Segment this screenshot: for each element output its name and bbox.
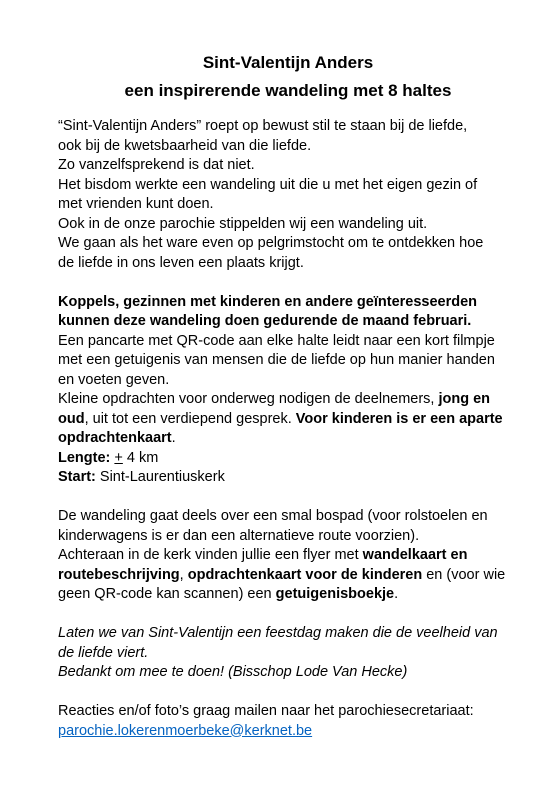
route-line [58,566,508,586]
tasks-emphasis: opdrachtenkaart [58,430,172,446]
route-text: Achteraan in de kerk vinden jullie een flyer met [58,547,363,563]
qr-line: en voeten geven. [58,371,170,388]
tasks-line [58,390,508,410]
intro-line: ook bij de kwetsbaarheid van die liefde. [58,137,312,154]
paragraph-spacer [58,273,508,293]
qr-line: Een pancarte met QR-code aan elke halte leidt naar een kort filmpje [58,332,495,349]
contact-line [58,722,508,742]
tasks-text: , uit tot een verdiepend gesprek. [84,410,296,427]
paragraph-spacer [58,488,508,508]
route-text: , [179,566,188,583]
tasks-line [58,429,508,449]
intro-line: Het bisdom werkte een wandeling uit die u met het eigen gezin of [58,176,478,193]
start-line [58,468,508,488]
start-label: Start: [58,469,96,485]
audience-line: kunnen deze wandeling doen gedurende de maand februari. [58,313,472,329]
route-emphasis: routebeschrijving [58,566,180,583]
intro-line: Zo vanzelfsprekend is dat niet. [58,157,255,173]
route-line [58,585,508,605]
document-body [58,117,508,741]
intro-line: Ook in de onze parochie stippelden wij een wandeling uit. [58,215,428,232]
tasks-emphasis: oud [58,410,85,427]
route-section [58,507,508,605]
route-emphasis: opdrachtenkaart voor de kinderen [187,566,423,583]
paragraph-spacer [58,683,508,703]
contact-text: Reacties en/of foto’s graag mailen naar het parochiesecretariaat: [58,703,474,719]
route-emphasis: wandelkaart en [362,547,468,563]
intro-line: We gaan als het ware even op pelgrimstocht om te ontdekken hoe [58,235,484,251]
intro-line: “Sint-Valentijn Anders” roept op bewust stil te staan bij de liefde, [58,118,468,134]
intro-section [58,117,508,273]
intro-line: de liefde in ons leven een plaats krijgt. [58,254,304,271]
route-line [58,546,508,566]
closing-section [58,624,508,683]
paragraph-spacer [58,605,508,625]
closing-line: Bedankt om mee te doen! (Bisschop Lode Van Hecke) [58,664,408,680]
tasks-emphasis: Voor kinderen is er een aparte [295,410,503,427]
audience-line: Koppels, gezinnen met kinderen en andere geïnteresseerden [58,293,478,310]
email-link[interactable]: parochie.lokerenmoerbeke@kerknet.be [58,722,313,739]
route-text: geen QR-code kan scannen) een [58,586,276,602]
route-text: . [394,586,399,602]
document-subtitle: een inspirerende wandeling met 8 haltes [124,81,452,100]
tasks-emphasis: jong en [438,391,491,407]
approx-sign: + [114,449,123,466]
tasks-text: Kleine opdrachten voor onderweg nodigen de deelnemers, [58,391,439,407]
length-line [58,449,508,469]
route-text: en (voor wie [422,566,506,583]
closing-line: Laten we van Sint-Valentijn een feestdag maken die de veelheid van [58,625,498,641]
length-value: 4 km [122,449,159,466]
qr-line: met een getuigenis van mensen die de liefde op hun manier handen [58,352,495,368]
contact-section [58,702,508,741]
document-title: Sint-Valentijn Anders [202,53,374,72]
tasks-line [58,410,508,430]
info-section [58,293,508,488]
route-emphasis: getuigenisboekje [275,586,395,602]
route-line: De wandeling gaat deels over een smal bospad (voor rolstoelen en [58,508,488,524]
closing-line: de liefde viert. [58,644,149,661]
start-value: Sint-Laurentiuskerk [95,469,225,485]
intro-line: met vrienden kunt doen. [58,196,214,212]
route-line: kinderwagens is er dan een alternatieve route voorzien). [58,527,420,544]
tasks-text: . [171,430,176,446]
length-label: Lengte: [58,449,111,466]
